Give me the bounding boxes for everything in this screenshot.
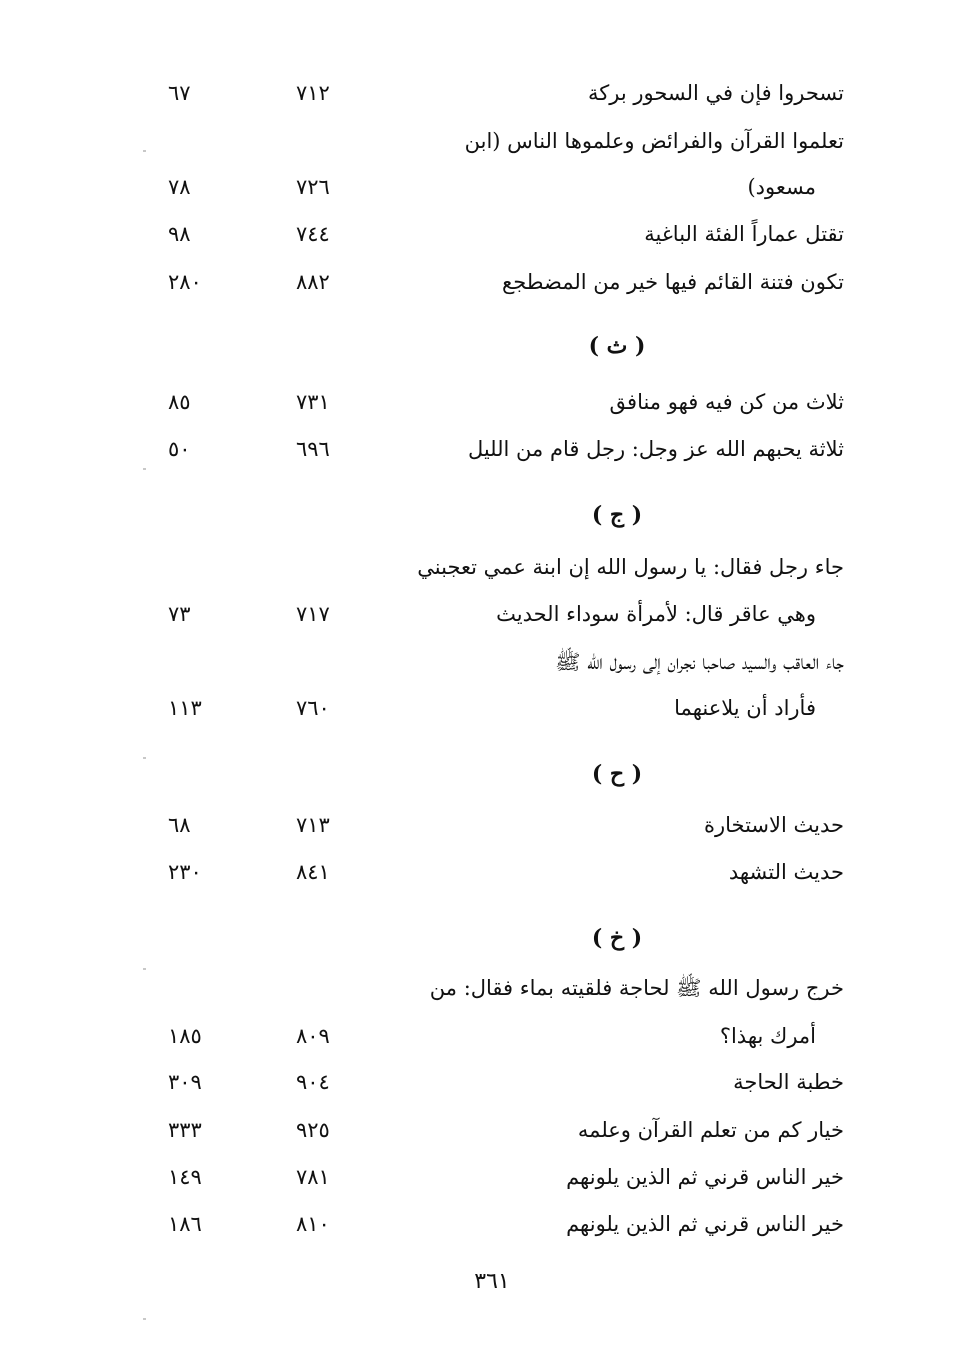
entry-hadith-number: ٧١٧ bbox=[296, 602, 330, 626]
entry-text: خير الناس قرني ثم الذين يلونهم bbox=[566, 1165, 844, 1189]
entry-page-number: ١٤٩ bbox=[168, 1165, 202, 1189]
entry-hadith-number: ٨٠٩ bbox=[296, 1024, 330, 1048]
entry-hadith-number: ٧١٣ bbox=[296, 813, 330, 837]
entry-page-number: ٣٠٩ bbox=[168, 1070, 202, 1094]
entry-hadith-number: ٧٤٤ bbox=[296, 222, 330, 246]
entry-hadith-number: ٦٩٦ bbox=[296, 437, 330, 461]
entry-text-continuation: وهي عاقر قال: لأمرأة سوداء الحديث bbox=[496, 602, 816, 626]
entry-text: ثلاث من كن فيه فهو منافق bbox=[609, 390, 844, 414]
entry-text: تعلموا القرآن والفرائض وعلموها الناس (ابن bbox=[464, 129, 844, 153]
entry-hadith-number: ٩٠٤ bbox=[296, 1070, 330, 1094]
entry-text: حديث التشهد bbox=[728, 860, 844, 884]
entry-text: حديث الاستخارة bbox=[704, 813, 844, 837]
entry-text-continuation: أمرك بهذا؟ bbox=[719, 1024, 816, 1048]
entry-text: تكون فتنة القائم فيها خير من المضطجع bbox=[502, 270, 844, 294]
section-heading-jim: ( ج ) bbox=[591, 502, 643, 528]
entry-text: جاء العاقب والسيد صاحبا نجران إلى رسول الله ﷺ bbox=[555, 650, 844, 674]
entry-page-number: ٥٠ bbox=[168, 437, 191, 461]
entry-hadith-number: ٧٢٦ bbox=[296, 175, 330, 199]
entry-text: خطبة الحاجة bbox=[733, 1070, 844, 1094]
entry-page-number: ٨٥ bbox=[168, 390, 191, 414]
entry-page-number: ٦٧ bbox=[168, 81, 191, 105]
entry-hadith-number: ٩٢٥ bbox=[296, 1118, 330, 1142]
entry-hadith-number: ٧٣١ bbox=[296, 390, 330, 414]
entry-hadith-number: ٧٨١ bbox=[296, 1165, 330, 1189]
entry-hadith-number: ٨٨٢ bbox=[296, 270, 330, 294]
scan-speck bbox=[143, 150, 146, 152]
section-heading-tha: ( ث ) bbox=[588, 333, 646, 359]
entry-text: جاء رجل فقال: يا رسول الله إن ابنة عمي تعجبني bbox=[417, 555, 844, 579]
page-number: ٣٦١ bbox=[474, 1269, 510, 1294]
section-heading-ha: ( ح ) bbox=[591, 761, 643, 787]
entry-page-number: ٧٣ bbox=[168, 602, 191, 626]
entry-page-number: ٣٣٣ bbox=[168, 1118, 202, 1142]
entry-text: تقتل عماراً الفئة الباغية bbox=[644, 222, 844, 246]
entry-page-number: ٢٣٠ bbox=[168, 860, 202, 884]
entry-hadith-number: ٨٤١ bbox=[296, 860, 330, 884]
entry-page-number: ١٨٥ bbox=[168, 1024, 202, 1048]
scan-speck bbox=[143, 468, 146, 470]
entry-text-continuation: مسعود) bbox=[747, 175, 816, 199]
entry-text: خرج رسول الله ﷺ لحاجة فلقيته بماء فقال: من bbox=[429, 976, 844, 1000]
entry-hadith-number: ٧١٢ bbox=[296, 81, 330, 105]
entry-page-number: ٢٨٠ bbox=[168, 270, 202, 294]
entry-page-number: ٦٨ bbox=[168, 813, 191, 837]
entry-page-number: ٩٨ bbox=[168, 222, 191, 246]
entry-text: ثلاثة يحبهم الله عز وجل: رجل قام من الليل bbox=[467, 437, 844, 461]
scan-speck bbox=[143, 968, 146, 970]
entry-page-number: ١٨٦ bbox=[168, 1212, 202, 1236]
section-heading-kha: ( خ ) bbox=[591, 925, 643, 951]
entry-page-number: ١١٣ bbox=[168, 696, 202, 720]
entry-page-number: ٧٨ bbox=[168, 175, 191, 199]
entry-text: خير الناس قرني ثم الذين يلونهم bbox=[566, 1212, 844, 1236]
entry-text-continuation: فأراد أن يلاعنهما bbox=[674, 696, 816, 720]
entry-text: تسحروا فإن في السحور بركة bbox=[588, 81, 844, 105]
entry-hadith-number: ٧٦٠ bbox=[296, 696, 330, 720]
entry-text: خيار كم من تعلم القرآن وعلمه bbox=[577, 1118, 844, 1142]
scan-speck bbox=[143, 1318, 146, 1320]
entry-hadith-number: ٨١٠ bbox=[296, 1212, 330, 1236]
